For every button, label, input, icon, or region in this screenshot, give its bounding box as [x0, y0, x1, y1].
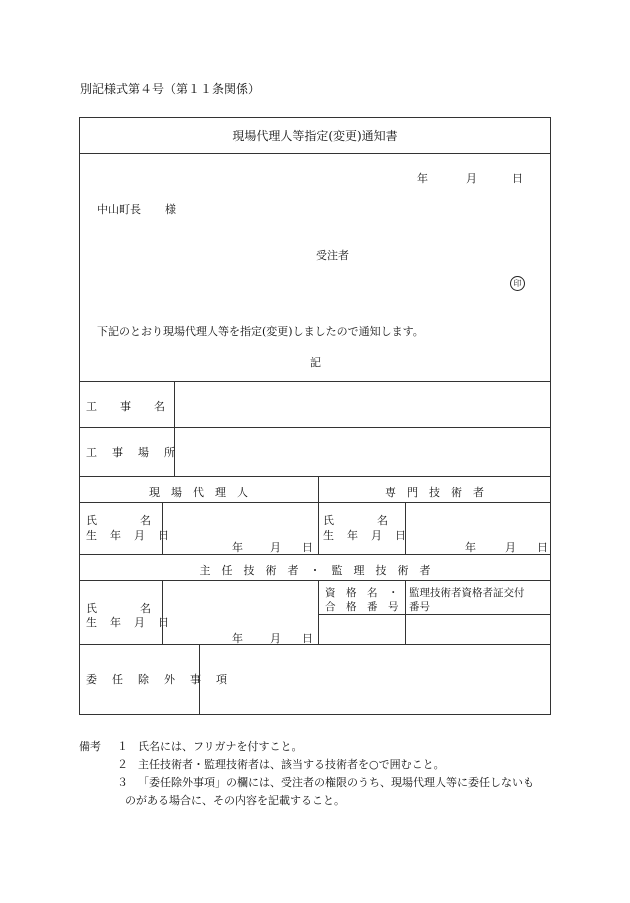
- exclusion-value[interactable]: [206, 671, 541, 687]
- chief-cert-label-2: 番号: [409, 601, 430, 613]
- divider-agents: [79, 476, 551, 477]
- agent-birth-day: 日: [302, 541, 313, 554]
- specialist-label-divider: [405, 502, 406, 554]
- chief-qual-divider: [318, 580, 319, 644]
- chief-qual-label-2: 合 格 番 号: [325, 601, 399, 613]
- specialist-name-value[interactable]: [411, 512, 541, 528]
- specialist-birth-month: 月: [505, 541, 516, 554]
- document-title: 現場代理人等指定(変更)通知書: [232, 129, 398, 143]
- project-name-value[interactable]: [182, 398, 542, 414]
- date-year-label: 年: [417, 172, 428, 185]
- divider-chief: [79, 554, 551, 555]
- agent-name-value[interactable]: [168, 512, 308, 528]
- chief-name-label: 氏 名: [86, 602, 158, 615]
- divider-project-place: [79, 427, 551, 428]
- form-reference: 別記様式第４号（第１１条関係）: [80, 82, 261, 96]
- note-1-text: 氏名には、フリガナを付すこと。: [138, 740, 303, 753]
- date-month-label: 月: [466, 172, 477, 185]
- contractor-label: 受注者: [316, 249, 349, 262]
- divider-chief-rows: [79, 580, 551, 581]
- chief-qual-value[interactable]: [322, 622, 402, 638]
- agent-birth-month: 月: [270, 541, 281, 554]
- chief-cert-value[interactable]: [410, 622, 545, 638]
- project-place-value[interactable]: [182, 444, 542, 460]
- chief-cert-label-1: 監理技術者資格者証交付: [409, 587, 525, 599]
- chief-label-divider: [162, 580, 163, 644]
- project-col-divider: [174, 381, 175, 476]
- exclusion-label: 委 任 除 外 事 項: [86, 673, 229, 686]
- project-place-label: 工 事 場 所: [86, 446, 177, 459]
- agent-name-label: 氏 名: [86, 514, 158, 527]
- specialist-birth-label: 生 年 月 日: [323, 529, 407, 542]
- agent-heading: 現 場 代 理 人: [149, 486, 248, 499]
- notes-label: 備考: [79, 740, 101, 753]
- date-day-label: 日: [512, 172, 523, 185]
- project-name-label: 工 事 名: [86, 400, 171, 413]
- specialist-birth-day: 日: [537, 541, 548, 554]
- specialist-name-label: 氏 名: [323, 514, 395, 527]
- note-3-number: ３: [117, 776, 128, 789]
- note-2-number: ２: [117, 758, 128, 771]
- specialist-birth-year: 年: [465, 541, 476, 554]
- note-3-text: 「委任除外事項」の欄には、受注者の権限のうち、現場代理人等に委任しないも: [138, 776, 534, 789]
- divider-exclusion: [79, 644, 551, 645]
- title-divider: [79, 153, 551, 154]
- agent-specialist-divider: [318, 476, 319, 554]
- chief-heading: 主 任 技 術 者 ・ 監 理 技 術 者: [199, 564, 431, 577]
- agent-label-divider: [162, 502, 163, 554]
- exclusion-divider: [199, 644, 200, 715]
- agent-birth-label: 生 年 月 日: [86, 529, 170, 542]
- recipient-honorific: 様: [165, 203, 176, 216]
- chief-birth-year: 年: [232, 632, 243, 645]
- chief-qual-label-1: 資 格 名 ・: [325, 587, 399, 599]
- recipient-name: 中山町長: [97, 203, 141, 216]
- agent-birth-year: 年: [232, 541, 243, 554]
- chief-birth-day: 日: [302, 632, 313, 645]
- chief-birth-month: 月: [270, 632, 281, 645]
- seal-mark-icon: 印: [510, 276, 525, 291]
- body-text: 下記のとおり現場代理人等を指定(変更)しましたので通知します。: [97, 325, 424, 338]
- chief-cert-divider: [405, 580, 406, 644]
- specialist-heading: 専 門 技 術 者: [385, 486, 484, 499]
- note-3-continuation: のがある場合に、その内容を記載すること。: [125, 794, 345, 807]
- divider-agent-rows: [79, 502, 551, 503]
- chief-name-value[interactable]: [168, 598, 308, 614]
- note-2-text: 主任技術者・監理技術者は、該当する技術者を○で囲むこと。: [138, 758, 445, 771]
- note-1-number: １: [117, 740, 128, 753]
- chief-birth-label: 生 年 月 日: [86, 616, 170, 629]
- divider-chief-values: [318, 614, 551, 615]
- ki-mark: 記: [310, 356, 321, 369]
- divider-project: [79, 381, 551, 382]
